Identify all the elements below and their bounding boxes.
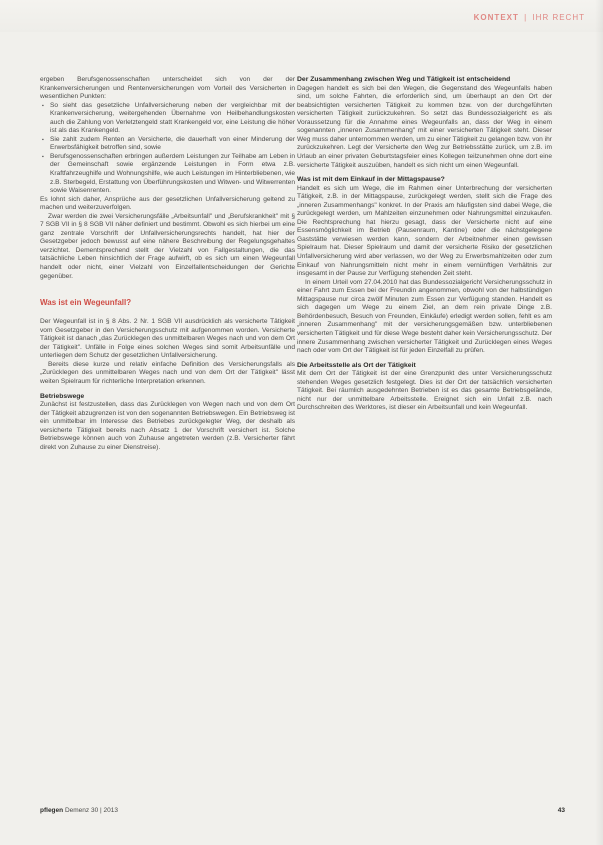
list-item: ▪ Sie zahlt zudem Renten an Versicherte, die dauerhaft von einer Minderung der Erwerbsfähigkeit betroffen sind, sowie <box>50 136 295 153</box>
section-label <box>474 13 585 22</box>
heading-arbeitsstelle: Die Arbeitsstelle als Ort der Tätigkeit <box>297 361 416 369</box>
paragraph: Bereits diese kurze und relativ einfache Definition des Versicherungsfalls als „Zurücklegen des unmittelbaren Weges nach und von dem Ort der Tätigkeit" lässt weiten Spielraum für richterliche Interpretation erkennen. <box>40 360 295 385</box>
paragraph: Handelt es sich um Wege, die im Rahmen einer Unterbrechung der versicherten Tätigkeit, z.B. in der Mittagspause, zurückgelegt werden, stellt sich die Frage des „inneren Zusammenhangs" konkret. In der Praxis am häufigsten sind dabei Wege, die zurückgelegt werden, um Mahlzeiten einzunehmen oder Nahrungsmittel einzukaufen. Die Rechtsprechung hat hierzu gesagt, dass der Versicherte nicht auf eine Essensmöglichkeit im Betrieb (Pausenraum, Kantine) oder die nächstgelegene Gaststätte verwiesen werden kann, sondern der Arbeitnehmer einen gewissen Spielraum hat. Dieser Spielraum und damit der versicherte Risiko der gesetzlichen Unfallversicherung wird aber verlassen, wo der Weg zu Erwerbsmahlzeiten oder zum Einkauf von Nahrungsmitteln nicht mehr in einem vernünftigen Verhältnis zur insgesamt in der Pause zur Verfügung stehenden Zeit steht. <box>297 184 552 278</box>
paragraph: Dagegen handelt es sich bei den Wegen, die Gegenstand des Wegeunfalls haben sind, um solche Fahrten, die erforderlich sind, um überhaupt an den Ort der beabsichtigten versicherten Tätigkeit zu kommen bzw. von der durchgeführten versicherten Tätigkeit zurückzukehren. So setzt das Bundessozialgericht es als Voraussetzung für die Annahme eines Wegeunfalls an, dass der Weg in einem sogenannten „inneren Zusammenhang" mit einer versicherten Tätigkeit steht. Dieser Weg muss daher unternommen werden, um zu einer Tätigkeit zu gelangen bzw. von ihr zurückzukehren. Legt der Versicherte den Weg zur Betriebsstätte zurück, um z.B. im Urlaub an einer privaten Geburtstagsfeier eines Kollegen teilzunehmen ohne dort eine versicherte Tätigkeit auszuüben, handelt es sich nicht um einen Wegeunfall. <box>297 84 552 169</box>
heading-mittagspause: Was ist mit dem Einkauf in der Mittagspause? <box>297 176 445 184</box>
list-item: ▪ Berufsgenossenschaften erbringen außerdem Leistungen zur Teilhabe am Leben in der Gemeinschaft sowie ergänzende Leistungen in Form etwa z.B. Kraftfahrzeughilfe und Wohnungshilfe, wie auch Leistungen im Hinterbliebenen, wie z.B. Sterbegeld, Erstattung von Überführungskosten und Witwen- und Witwerrenten sowie Waisenrenten. <box>50 153 295 196</box>
heading-zusammenhang: Der Zusammenhang zwischen Weg und Tätigkeit ist entscheidend <box>297 76 511 83</box>
list-item: ▪ So sieht das gesetzliche Unfallversicherung neben der vergleichbar mit der Krankenversicherung, weitergehenden Übernahme von Heilbehandlungskosten auch die Zahlung von Verletztengeld statt Krankengeld vor, eine Leistung die höher ist als das Krankengeld. <box>50 102 295 136</box>
page-footer <box>0 807 603 819</box>
paragraph: Mit dem Ort der Tätigkeit ist der eine Grenzpunkt des unter Versicherungsschutz stehenden Weges gesetzlich festgelegt. Dies ist der Ort der tatsächlich versicherten Tätigkeit. Bei räumlich ausgedehnten Betrieben ist es das gesamte Betriebsgelände, nicht nur der unmittelbare Arbeitsstelle. Ereignet sich ein Unfall z.B. nach Durchschreiten des Werktores, ist dieser ein Arbeitsunfall und kein Wegeunfall. <box>297 370 552 412</box>
paragraph: ergeben Berufsgenossenschaften unterscheidet sich von der der Krankenversicherungen und Rentenversicherungen vom Vorteil des Versicherten in wesentlichen Punkten: <box>40 76 295 101</box>
paragraph: Zwar werden die zwei Versicherungsfälle „Arbeitsunfall" und „Berufskrankheit" mit § 7 SGB VII in § 8 SGB VII näher definiert und bestimmt. Obwohl es sich hierbei um eine ganz zentrale Vorschrift der Unfallversicherungsrechts handelt, hat hier der Gesetzgeber jedoch bewusst auf eine nähere Beschreibung der Regelungsgehaltes verzichtet. Dementsprechend stellt der Vielzahl von Fallgestaltungen, die das tatsächliche Leben hinsichtlich der Frage aufwirft, ob es sich um einen Wegeunfall handelt oder nicht, einer Vielzahl von Einzelfallentscheidungen der Gerichte gegenüber. <box>40 212 295 280</box>
heading-betriebswege: Betriebswege <box>40 392 85 400</box>
right-column <box>297 76 552 413</box>
left-column <box>40 76 295 452</box>
paragraph: Es lohnt sich daher, Ansprüche aus der gesetzlichen Unfallversicherung geltend zu machen und weiterzuverfolgen. <box>40 195 295 212</box>
paragraph: Der Wegeunfall ist in § 8 Abs. 2 Nr. 1 SGB VII ausdrücklich als versicherte Tätigkeit vom Gesetzgeber in den Versicherungsschutz mit aufgenommen worden. Versicherte Tätigkeit ist danach „das Zurücklegen des unmittelbaren Weges nach und von dem Ort der Tätigkeit". Unfälle in Folge eines solchen Weges sind somit Arbeitsunfälle und unterliegen dem Schutz der gesetzlichen Unfallversicherung. <box>40 318 295 360</box>
paragraph: Zunächst ist festzustellen, dass das Zurücklegen von Wegen nach und von dem Ort der Tätigkeit abzugrenzen ist von den sogenannten Betriebswegen. Ein Betriebsweg ist ein unmittelbar im Interesse des Betriebes zurückgelegter Weg, der deshalb als versicherte Tätigkeit bereits nach Absatz 1 der Vorschrift versichert ist. Solche Betriebswege können auch von Zuhause angetreten werden (z.B. Versicherter fährt direkt von Zuhause zu einer Dienstreise). <box>40 401 295 451</box>
journal-name: pflegen Demenz 30 | 2013 <box>40 807 118 814</box>
paragraph: In einem Urteil vom 27.04.2010 hat das Bundessozialgericht Versicherungsschutz in einer Fahrt zum Essen bei der Freundin angenommen, obwohl von der halbstündigen Mittagspause nur circa zwölf Minuten zum Essen zur Verfügung standen. Handelt es sich dagegen um Wege zu einem Ziel, an dem rein private Dinge z.B. Behördenbesuch, Besuch von Freunden, Einkäufe) erledigt werden sollen, fehlt es am „inneren Zusammenhang" mit der versicherungsgemäßen bzw. unterbliebenen versicherten Tätigkeit und für diese Wege besteht daher kein Versicherungsschutz. Der innere Zusammenhang zwischen versicherter Tätigkeit und Zurücklegen eines Weges nach oder vom Ort der Tätigkeit ist für jeden Einzelfall zu prüfen. <box>297 278 552 355</box>
section-label-ihr-recht: IHR RECHT <box>532 13 585 22</box>
section-label-separator: | <box>524 13 528 22</box>
header-bar <box>0 0 603 32</box>
section-label-kontext: KONTEXT <box>473 13 519 22</box>
page-number: 43 <box>557 807 565 814</box>
page-edge-shadow <box>595 0 603 845</box>
benefit-list <box>40 102 295 196</box>
heading-wegeunfall: Was ist ein Wegeunfall? <box>40 298 132 308</box>
